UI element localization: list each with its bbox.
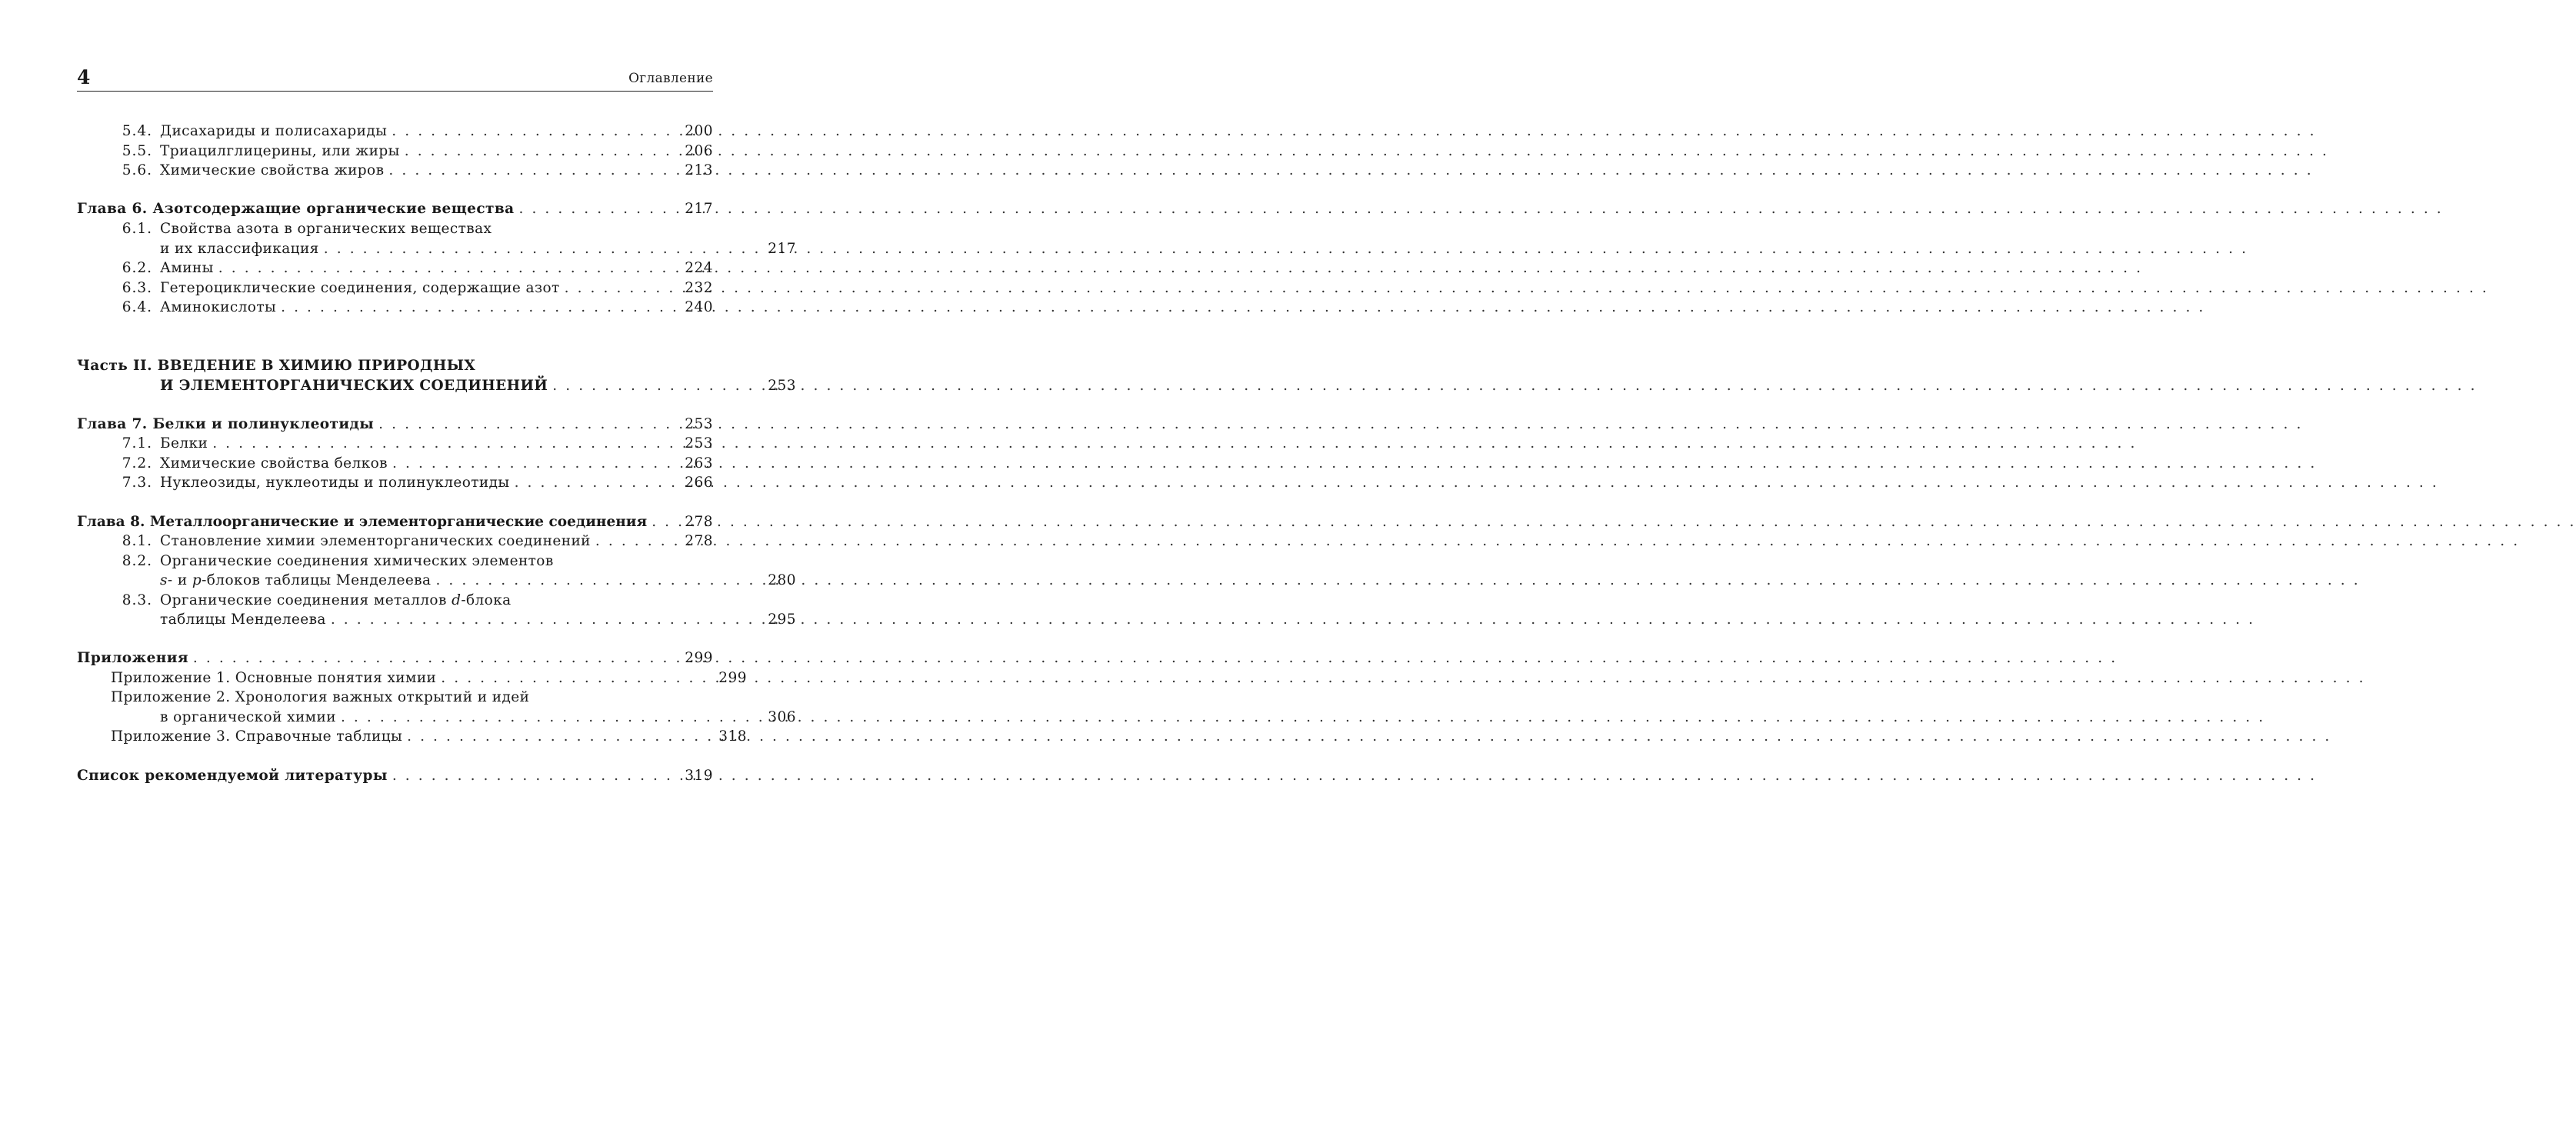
running-head: Оглавление xyxy=(628,71,713,86)
toc-title: Глава 8. Металлоорганические и элементорганические соединения xyxy=(77,514,648,530)
leader-dots xyxy=(212,434,680,454)
toc-entry[interactable]: 6.2. Амины . . . 224 xyxy=(77,258,713,278)
toc-appendix-entry[interactable] xyxy=(77,668,747,688)
toc-title: Органические соединения металлов d-блока xyxy=(160,592,512,608)
toc-entry[interactable]: 7.2. Химические свойства белков . . . 263 xyxy=(77,454,713,474)
leader-dots xyxy=(595,532,680,552)
toc-title: Список рекомендуемой литературы xyxy=(77,768,388,784)
leader-dots xyxy=(441,668,714,688)
toc-page: 253 xyxy=(685,416,713,432)
toc-page: 206 xyxy=(685,143,713,159)
toc-entry[interactable]: 8.2. Органические соединения химических элементов xyxy=(77,552,713,572)
leader-dots xyxy=(388,161,680,181)
leader-dots xyxy=(392,766,680,786)
toc-chapter-entry[interactable] xyxy=(77,648,713,668)
leader-dots xyxy=(518,199,680,219)
toc-appendix-continuation[interactable] xyxy=(77,708,796,728)
toc-title: Приложение 2. Хронология важных открытий и идей xyxy=(111,689,530,705)
toc-title: Глава 7. Белки и полинуклеотиды xyxy=(77,416,375,432)
toc-title: таблицы Менделеева xyxy=(160,611,326,628)
toc-page: 232 xyxy=(685,280,713,296)
toc-title: Приложение 1. Основные понятия химии xyxy=(111,670,437,686)
toc-title: Химические свойства жиров xyxy=(160,162,385,178)
toc-title: Приложения xyxy=(77,650,188,666)
leader-dots xyxy=(435,571,763,591)
toc-title: Триацилглицерины, или жиры xyxy=(160,143,400,159)
leader-dots xyxy=(341,708,763,728)
leader-dots xyxy=(407,727,714,747)
toc-page: 295 xyxy=(768,611,796,628)
toc-title: Дисахариды и полисахариды xyxy=(160,123,388,139)
leader-dots xyxy=(392,122,680,142)
toc-part-entry-continuation[interactable] xyxy=(77,376,796,396)
toc-entry[interactable]: 5.4. Дисахариды и полисахариды . . . 200 xyxy=(77,122,713,142)
toc-title: Нуклеозиды, нуклеотиды и полинуклеотиды xyxy=(160,475,510,491)
toc-entry-continuation[interactable] xyxy=(77,239,796,259)
toc-title: и их классификация xyxy=(160,241,319,257)
leader-dots xyxy=(331,610,763,630)
toc-title: Химические свойства белков xyxy=(160,455,388,472)
toc-page: 224 xyxy=(685,260,713,276)
leader-dots xyxy=(193,648,680,668)
toc-page: 200 xyxy=(685,123,713,139)
toc-page: 213 xyxy=(685,162,713,178)
toc-title: Органические соединения химических элементов xyxy=(160,553,554,569)
toc-page: 263 xyxy=(685,455,713,472)
leader-dots xyxy=(651,512,680,532)
toc-page: 306 xyxy=(768,709,796,725)
toc-entry[interactable]: 6.4. Аминокислоты . . . 240 xyxy=(77,298,713,318)
leader-dots xyxy=(392,454,680,474)
toc-title: Белки xyxy=(160,435,208,452)
toc-page: 266 xyxy=(685,475,713,491)
toc-page: 240 xyxy=(685,299,713,315)
leader-dots xyxy=(218,258,680,278)
leader-dots xyxy=(281,298,680,318)
leader-dots xyxy=(405,142,680,162)
leader-dots xyxy=(552,376,763,396)
toc-page: 253 xyxy=(685,435,713,452)
toc-entry[interactable]: 5.5. Триацилглицерины, или жиры . . . 206 xyxy=(77,142,713,162)
leader-dots xyxy=(515,473,681,493)
toc-title: Аминокислоты xyxy=(160,299,277,315)
toc-page: 319 xyxy=(685,768,713,784)
toc-entry[interactable]: 7.3. Нуклеозиды, нуклеотиды и полинуклеотиды . . . 266 xyxy=(77,473,713,493)
toc-title: Приложение 3. Справочные таблицы xyxy=(111,728,403,745)
toc-entry[interactable]: 5.6. Химические свойства жиров . . . 213 xyxy=(77,161,713,181)
toc-page: 278 xyxy=(685,514,713,530)
toc-appendix-entry[interactable] xyxy=(77,727,747,747)
toc-title: Свойства азота в органических веществах xyxy=(160,221,492,237)
leader-dots xyxy=(324,239,763,259)
toc-page: 217 xyxy=(768,241,796,257)
toc-entry-continuation[interactable] xyxy=(77,610,796,630)
toc-entry[interactable]: 8.3. Органические соединения металлов d-блока xyxy=(77,591,713,611)
leader-dots xyxy=(565,278,681,298)
toc-title: Становление химии элементорганических соединений xyxy=(160,533,591,549)
toc-appendix-entry[interactable] xyxy=(77,688,747,708)
toc-page: 299 xyxy=(685,650,713,666)
toc-chapter-entry[interactable] xyxy=(77,512,713,532)
toc-chapter-entry[interactable] xyxy=(77,415,713,435)
toc-entry[interactable]: 6.1. Свойства азота в органических веществах xyxy=(77,219,713,239)
toc-entry[interactable]: 7.1. Белки . . . 253 xyxy=(77,434,713,454)
toc-page: 278 xyxy=(685,533,713,549)
toc-title: Часть II. ВВЕДЕНИЕ В ХИМИЮ ПРИРОДНЫХ xyxy=(77,358,476,374)
toc-title: Амины xyxy=(160,260,214,276)
leader-dots xyxy=(378,415,680,435)
toc-entry-continuation[interactable] xyxy=(77,571,796,591)
toc-chapter-entry[interactable] xyxy=(77,199,713,219)
page-header xyxy=(77,65,713,92)
toc-page: 217 xyxy=(685,201,713,217)
toc-page: 318 xyxy=(718,728,747,745)
toc-part-entry[interactable] xyxy=(77,356,713,376)
toc-page: 253 xyxy=(768,378,796,394)
toc-page: 280 xyxy=(768,572,796,588)
toc-title: И ЭЛЕМЕНТОРГАНИЧЕСКИХ СОЕДИНЕНИЙ xyxy=(160,378,548,394)
toc-entry[interactable]: 6.3. Гетероциклические соединения, содержащие азот . . . 232 xyxy=(77,278,713,298)
toc-title: s- и p-блоков таблицы Менделеева xyxy=(160,572,432,588)
toc-title: в органической химии xyxy=(160,709,336,725)
toc-title: Глава 6. Азотсодержащие органические вещества xyxy=(77,201,515,217)
page-number: 4 xyxy=(77,66,91,88)
toc-chapter-entry[interactable] xyxy=(77,766,713,786)
toc-title: Гетероциклические соединения, содержащие азот xyxy=(160,280,560,296)
toc-entry[interactable]: 8.1. Становление химии элементорганических соединений . . . 278 xyxy=(77,532,713,552)
toc-page: 299 xyxy=(718,670,747,686)
